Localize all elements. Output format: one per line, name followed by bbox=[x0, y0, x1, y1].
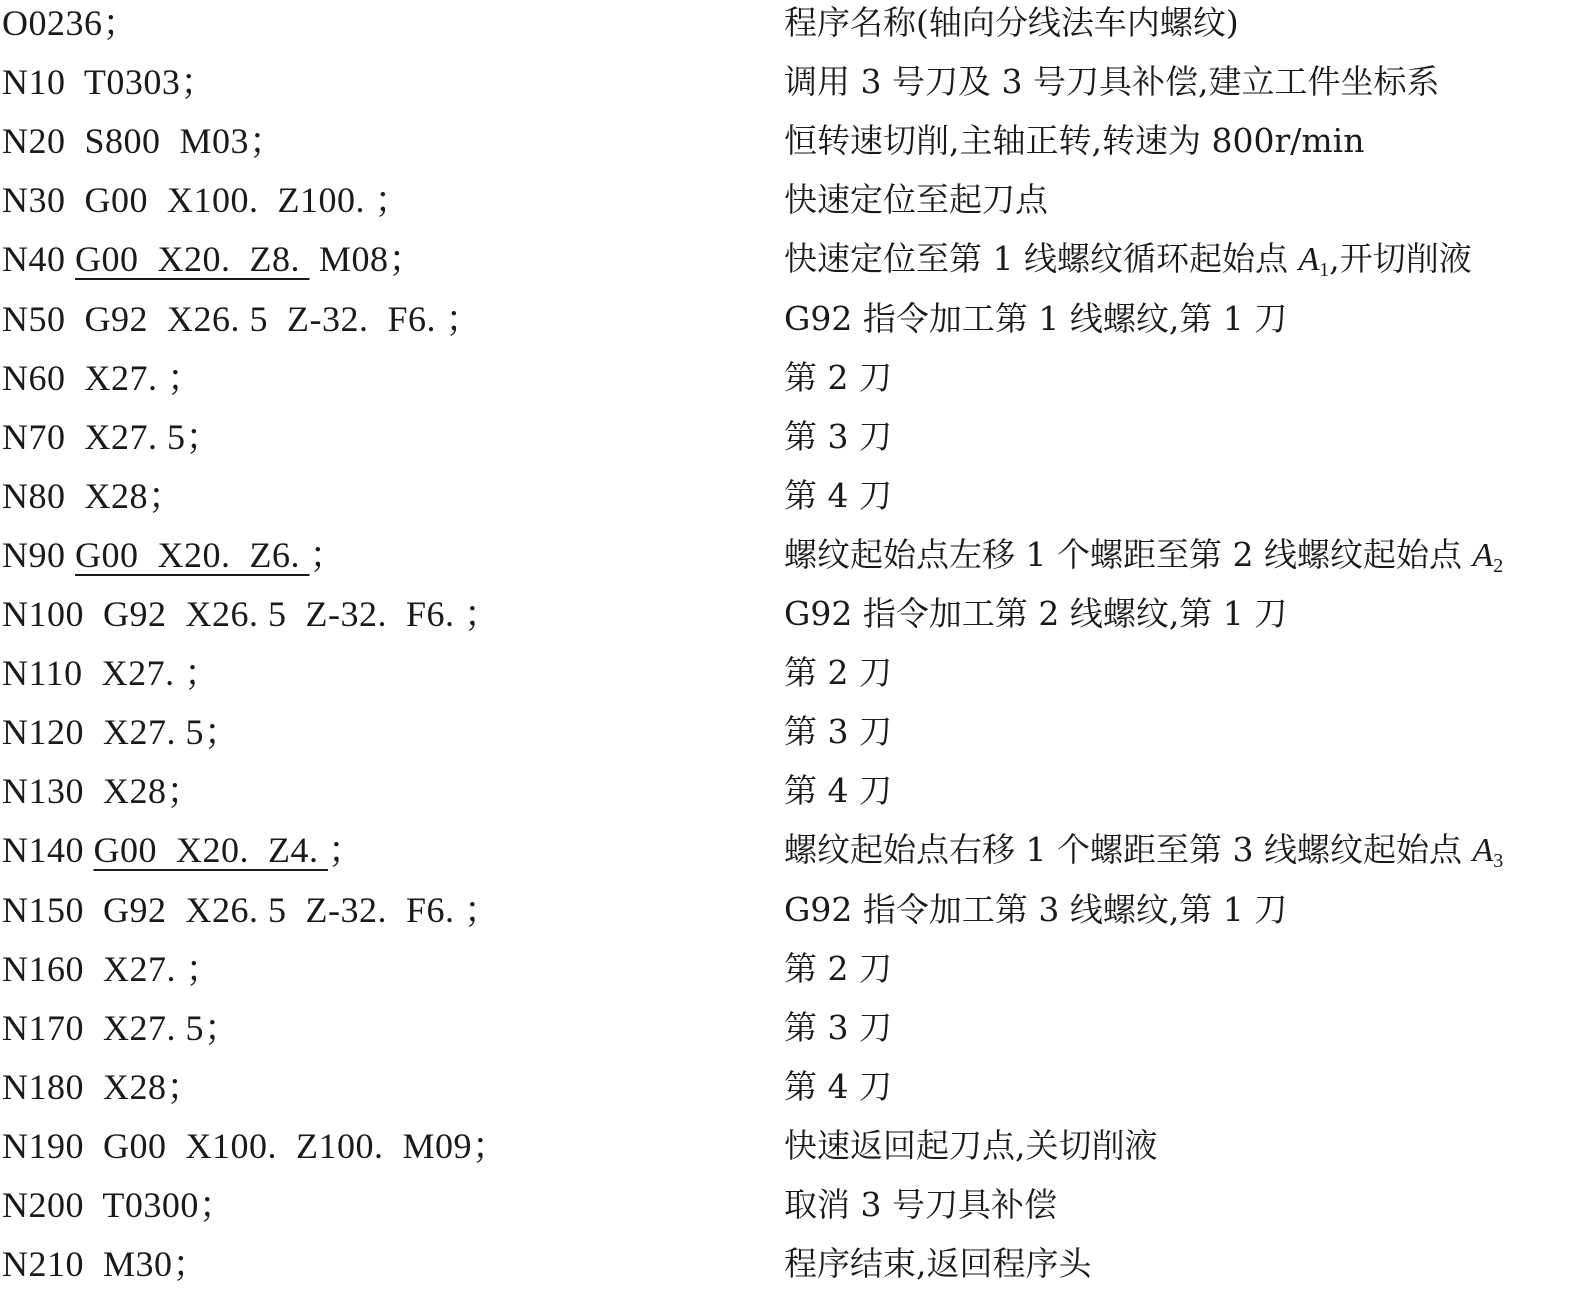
code-segment: N110 X27. ； bbox=[2, 653, 221, 694]
program-line bbox=[0, 473, 1578, 532]
line-comment bbox=[784, 650, 892, 696]
underlined-code-segment: G00 X20. Z4. bbox=[93, 830, 328, 871]
nc-code bbox=[2, 236, 425, 282]
code-segment: O0236； bbox=[2, 3, 139, 43]
comment-text: 快速定位至起刀点 bbox=[784, 180, 1048, 220]
program-line bbox=[0, 532, 1578, 591]
comment-text: 快速返回起刀点,关切削液 bbox=[784, 1125, 1158, 1165]
nc-code bbox=[2, 1005, 241, 1051]
line-comment bbox=[784, 1064, 892, 1110]
comment-text: 螺纹起始点右移 1 个螺距至第 3 线螺纹起始点 bbox=[784, 830, 1473, 870]
line-comment bbox=[784, 1005, 892, 1051]
nc-code bbox=[2, 887, 501, 933]
code-segment: N90 bbox=[2, 534, 75, 575]
nc-code bbox=[2, 1182, 235, 1228]
comment-text: 快速定位至第 1 线螺纹循环起始点 bbox=[784, 239, 1299, 279]
nc-code bbox=[2, 1123, 509, 1169]
line-comment bbox=[784, 118, 1364, 164]
nc-code bbox=[2, 59, 217, 105]
code-segment: N200 T0300； bbox=[2, 1185, 236, 1225]
nc-code bbox=[2, 650, 221, 696]
underlined-code-segment: G00 X20. Z6. bbox=[75, 534, 310, 575]
code-segment: N120 X27. 5； bbox=[2, 712, 241, 753]
line-comment bbox=[784, 355, 892, 401]
line-comment bbox=[784, 296, 1287, 342]
program-line bbox=[0, 1064, 1578, 1123]
comment-text: ,开切削液 bbox=[1329, 239, 1472, 279]
program-line bbox=[0, 1005, 1578, 1064]
comment-text: 第 3 刀 bbox=[784, 712, 892, 752]
nc-code bbox=[2, 591, 501, 637]
point-symbol: A bbox=[1472, 832, 1494, 870]
program-line bbox=[0, 887, 1578, 946]
program-line bbox=[0, 59, 1578, 118]
program-line bbox=[0, 1123, 1578, 1182]
line-comment bbox=[784, 887, 1287, 933]
code-segment: N80 X28； bbox=[2, 475, 185, 516]
code-segment: N70 X27. 5； bbox=[2, 416, 222, 457]
nc-code bbox=[2, 946, 222, 992]
line-comment bbox=[784, 591, 1287, 637]
program-line bbox=[0, 650, 1578, 709]
program-line bbox=[0, 1182, 1578, 1241]
comment-text: 程序结束,返回程序头 bbox=[784, 1244, 1092, 1284]
comment-text: 第 3 刀 bbox=[784, 416, 892, 456]
code-segment: N180 X28； bbox=[2, 1066, 203, 1107]
comment-text: 第 4 刀 bbox=[784, 771, 892, 811]
program-line bbox=[0, 177, 1578, 236]
program-line bbox=[0, 591, 1578, 650]
line-comment bbox=[784, 473, 892, 519]
line-comment bbox=[784, 768, 892, 814]
comment-text: G92 指令加工第 3 线螺纹,第 1 刀 bbox=[784, 889, 1288, 929]
program-line bbox=[0, 946, 1578, 1005]
line-comment bbox=[784, 236, 1472, 283]
nc-code bbox=[2, 532, 346, 578]
line-comment bbox=[784, 59, 1439, 105]
comment-text: 第 4 刀 bbox=[784, 475, 892, 515]
code-segment: N150 G92 X26. 5 Z-32. F6. ； bbox=[2, 889, 501, 930]
comment-text: 程序名称(轴向分线法车内螺纹) bbox=[784, 3, 1239, 42]
program-line bbox=[0, 296, 1578, 355]
code-segment: N210 M30； bbox=[2, 1244, 210, 1285]
code-segment: N40 bbox=[2, 239, 75, 280]
nc-code bbox=[2, 0, 139, 46]
code-segment: N140 bbox=[2, 830, 94, 871]
code-segment: N10 T0303； bbox=[2, 62, 217, 103]
comment-text: 第 2 刀 bbox=[784, 357, 892, 397]
program-line bbox=[0, 236, 1578, 295]
program-line bbox=[0, 414, 1578, 473]
comment-text: 第 4 刀 bbox=[784, 1066, 892, 1106]
code-segment: N190 G00 X100. Z100. M09； bbox=[2, 1125, 509, 1166]
comment-text: 恒转速切削,主轴正转,转速为 800r/min bbox=[784, 121, 1365, 161]
comment-text: 第 3 刀 bbox=[784, 1007, 892, 1047]
comment-text: G92 指令加工第 1 线螺纹,第 1 刀 bbox=[784, 298, 1288, 338]
line-comment bbox=[784, 1123, 1158, 1169]
comment-text: 第 2 刀 bbox=[784, 653, 892, 693]
comment-text: 调用 3 号刀及 3 号刀具补偿,建立工件坐标系 bbox=[784, 62, 1440, 102]
line-comment bbox=[784, 0, 1239, 46]
program-line bbox=[0, 118, 1578, 177]
comment-text: 螺纹起始点左移 1 个螺距至第 2 线螺纹起始点 bbox=[784, 534, 1473, 574]
point-symbol: A bbox=[1472, 536, 1494, 574]
nc-code bbox=[2, 1241, 209, 1287]
nc-code bbox=[2, 177, 411, 223]
line-comment bbox=[784, 414, 892, 460]
point-symbol: A bbox=[1298, 241, 1320, 279]
program-line bbox=[0, 1241, 1578, 1300]
underlined-code-segment: G00 X20. Z8. bbox=[75, 239, 310, 280]
code-segment: N100 G92 X26. 5 Z-32. F6. ； bbox=[2, 594, 501, 634]
code-segment: ； bbox=[309, 534, 347, 575]
code-segment: N50 G92 X26. 5 Z-32. F6. ； bbox=[2, 298, 482, 339]
nc-code bbox=[2, 827, 365, 873]
line-comment bbox=[784, 709, 892, 755]
nc-code bbox=[2, 118, 286, 164]
comment-text: 取消 3 号刀具补偿 bbox=[784, 1185, 1057, 1224]
nc-code bbox=[2, 1064, 203, 1110]
code-segment: N20 S800 M03； bbox=[2, 121, 286, 162]
nc-code bbox=[2, 296, 482, 342]
line-comment bbox=[784, 1182, 1057, 1228]
nc-code bbox=[2, 709, 241, 755]
line-comment bbox=[784, 532, 1503, 579]
nc-code bbox=[2, 768, 203, 814]
point-subscript: 2 bbox=[1493, 554, 1504, 577]
nc-code bbox=[2, 414, 222, 460]
point-subscript: 3 bbox=[1493, 850, 1504, 873]
line-comment bbox=[784, 827, 1503, 874]
code-segment: N130 X28； bbox=[2, 771, 203, 812]
code-segment: N170 X27. 5； bbox=[2, 1007, 241, 1048]
line-comment bbox=[784, 177, 1048, 223]
code-segment: N30 G00 X100. Z100. ； bbox=[2, 180, 411, 221]
program-line bbox=[0, 768, 1578, 827]
nc-code bbox=[2, 355, 204, 401]
code-segment: M08； bbox=[309, 239, 426, 280]
program-line bbox=[0, 355, 1578, 414]
point-subscript: 1 bbox=[1319, 259, 1330, 282]
comment-text: G92 指令加工第 2 线螺纹,第 1 刀 bbox=[784, 594, 1288, 633]
program-line bbox=[0, 0, 1578, 59]
comment-text: 第 2 刀 bbox=[784, 948, 892, 988]
program-line bbox=[0, 827, 1578, 886]
code-segment: N60 X27. ； bbox=[2, 357, 204, 398]
line-comment bbox=[784, 946, 892, 992]
nc-code bbox=[2, 473, 185, 519]
program-line bbox=[0, 709, 1578, 768]
code-segment: N160 X27. ； bbox=[2, 948, 222, 989]
line-comment bbox=[784, 1241, 1092, 1287]
code-segment: ； bbox=[328, 830, 365, 871]
